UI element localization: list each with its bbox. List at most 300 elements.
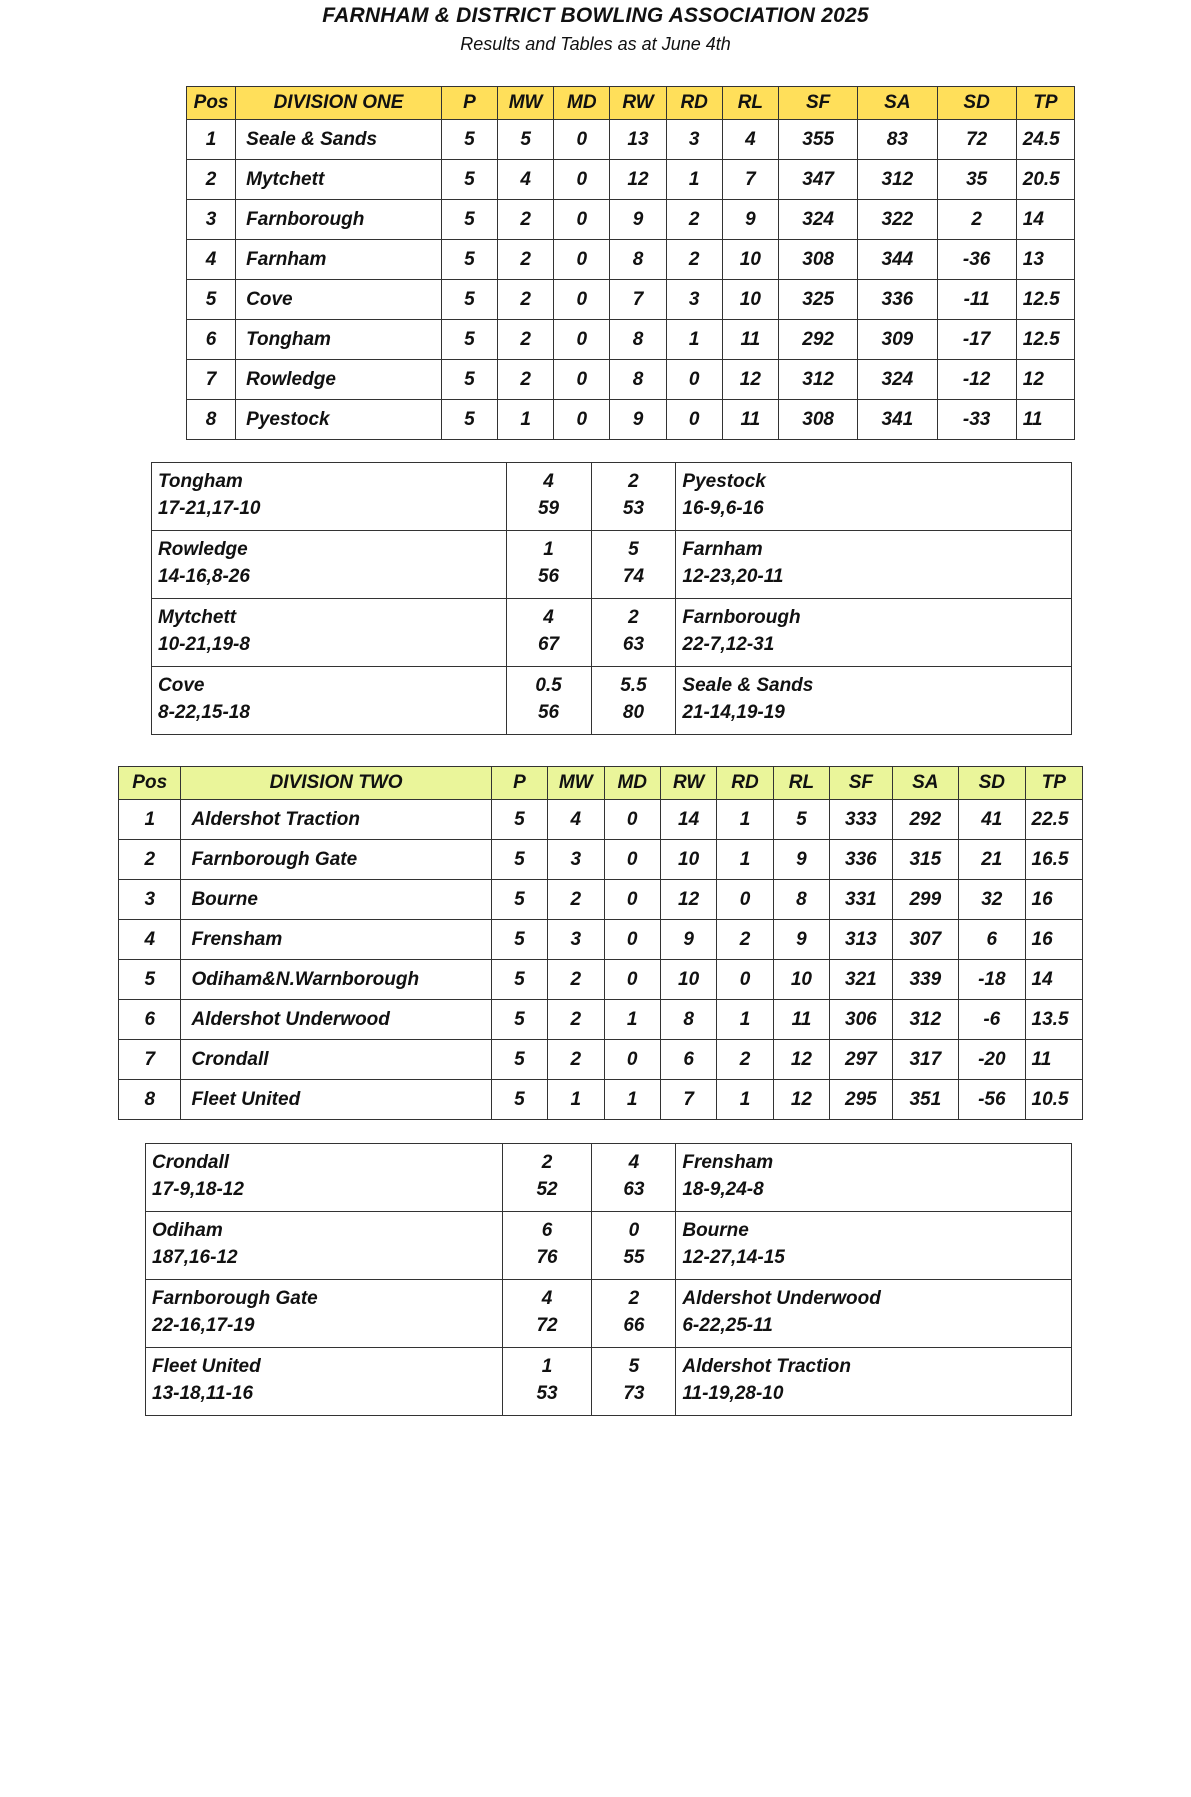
table-cell: 347 — [778, 160, 857, 200]
table-cell: 325 — [778, 280, 857, 320]
team-name: Mytchett — [236, 160, 442, 200]
column-header: RW — [660, 767, 716, 800]
table-cell: 2 — [119, 840, 181, 880]
table-cell: 309 — [858, 320, 937, 360]
table-cell: 12 — [773, 1040, 829, 1080]
away-points-cell — [591, 531, 676, 599]
table-cell: 10 — [722, 240, 778, 280]
away-team-name: Farnborough — [682, 607, 801, 628]
table-cell: 5 — [441, 160, 497, 200]
away-points: 5.5 — [620, 675, 647, 696]
table-cell: 0 — [604, 1040, 660, 1080]
home-team-name: Cove — [158, 675, 205, 696]
team-name: Cove — [236, 280, 442, 320]
table-cell: 2 — [548, 1040, 604, 1080]
table-cell: 312 — [892, 1000, 958, 1040]
home-points: 4 — [543, 471, 554, 492]
home-team-name: Crondall — [152, 1152, 230, 1173]
table-cell: 5 — [441, 320, 497, 360]
table-cell: 351 — [892, 1080, 958, 1120]
table-row — [187, 280, 1075, 320]
team-name: Farnborough Gate — [181, 840, 491, 880]
table-cell: 5 — [441, 280, 497, 320]
result-row — [152, 599, 1072, 667]
table-cell: 5 — [773, 800, 829, 840]
table-cell: 5 — [441, 400, 497, 440]
home-points: 1 — [541, 1356, 553, 1377]
table-cell: 1 — [498, 400, 554, 440]
table-row — [119, 920, 1083, 960]
away-team-name: Bourne — [682, 1220, 749, 1241]
home-rink-scores: 187,16-12 — [152, 1247, 238, 1268]
table-cell: 10 — [722, 280, 778, 320]
table-cell: 3 — [119, 880, 181, 920]
table-cell: 0 — [554, 320, 610, 360]
table-cell: 10 — [660, 840, 716, 880]
table-cell: 1 — [119, 800, 181, 840]
away-team-name: Aldershot Traction — [682, 1356, 851, 1377]
column-header: RD — [717, 767, 773, 800]
table-cell: 5 — [491, 840, 547, 880]
table-cell: 324 — [778, 200, 857, 240]
column-header: MD — [554, 87, 610, 120]
table-cell: 11 — [722, 400, 778, 440]
division-two-header-row — [119, 767, 1083, 800]
away-team-cell — [676, 1144, 1072, 1212]
away-points: 2 — [628, 471, 639, 492]
table-cell: 16 — [1025, 920, 1082, 960]
home-points-cell — [502, 1212, 592, 1280]
table-cell: 7 — [722, 160, 778, 200]
home-team-cell — [152, 667, 507, 735]
table-cell: 1 — [604, 1000, 660, 1040]
table-cell: 5 — [441, 200, 497, 240]
away-points: 0 — [628, 1220, 640, 1241]
team-name: Pyestock — [236, 400, 442, 440]
home-points-cell — [502, 1280, 592, 1348]
table-cell: 336 — [830, 840, 892, 880]
document-title: FARNHAM & DISTRICT BOWLING ASSOCIATION 2025 — [322, 4, 869, 27]
table-cell: 2 — [666, 200, 722, 240]
home-shots-total: 52 — [536, 1179, 558, 1200]
table-cell: -17 — [937, 320, 1016, 360]
table-cell: -18 — [959, 960, 1025, 1000]
table-cell: 3 — [187, 200, 236, 240]
table-cell: 5 — [441, 240, 497, 280]
away-shots-total: 73 — [623, 1383, 645, 1404]
table-cell: 14 — [660, 800, 716, 840]
away-rink-scores: 21-14,19-19 — [682, 702, 785, 723]
division-one-results — [151, 462, 1072, 735]
table-cell: 292 — [778, 320, 857, 360]
home-team-cell — [152, 463, 507, 531]
table-cell: 22.5 — [1025, 800, 1082, 840]
home-rink-scores: 22-16,17-19 — [152, 1315, 255, 1336]
table-cell: 5 — [491, 800, 547, 840]
table-cell: 5 — [187, 280, 236, 320]
away-team-name: Frensham — [682, 1152, 774, 1173]
table-cell: 12.5 — [1016, 320, 1074, 360]
table-cell: 5 — [491, 920, 547, 960]
home-team-name: Fleet United — [152, 1356, 261, 1377]
table-row — [187, 400, 1075, 440]
table-cell: 333 — [830, 800, 892, 840]
table-cell: 5 — [491, 1040, 547, 1080]
team-name: Tongham — [236, 320, 442, 360]
table-cell: 8 — [660, 1000, 716, 1040]
team-name: Seale & Sands — [236, 120, 442, 160]
table-cell: 12 — [660, 880, 716, 920]
away-points-cell — [591, 599, 676, 667]
table-cell: 1 — [187, 120, 236, 160]
table-cell: 1 — [717, 800, 773, 840]
table-cell: 13 — [1016, 240, 1074, 280]
home-points: 4 — [543, 607, 554, 628]
home-points-cell — [506, 463, 591, 531]
table-cell: 14 — [1025, 960, 1082, 1000]
away-team-name: Aldershot Underwood — [682, 1288, 881, 1309]
away-team-cell — [676, 667, 1072, 735]
table-cell: 308 — [778, 400, 857, 440]
column-header: P — [491, 767, 547, 800]
table-cell: 307 — [892, 920, 958, 960]
table-cell: 8 — [773, 880, 829, 920]
table-cell: 0 — [604, 880, 660, 920]
table-cell: 12 — [773, 1080, 829, 1120]
table-cell: 2 — [498, 320, 554, 360]
table-cell: 72 — [937, 120, 1016, 160]
table-cell: 3 — [548, 840, 604, 880]
away-shots-total: 63 — [623, 1179, 645, 1200]
team-name: Farnborough — [236, 200, 442, 240]
table-cell: 0 — [604, 960, 660, 1000]
home-shots-total: 53 — [536, 1383, 558, 1404]
table-cell: 9 — [610, 400, 666, 440]
table-cell: 0 — [604, 840, 660, 880]
table-cell: 1 — [717, 1080, 773, 1120]
away-team-name: Pyestock — [682, 471, 766, 492]
table-cell: -11 — [937, 280, 1016, 320]
home-points: 6 — [541, 1220, 553, 1241]
column-header: TP — [1025, 767, 1082, 800]
table-cell: 41 — [959, 800, 1025, 840]
home-rink-scores: 8-22,15-18 — [158, 702, 250, 723]
home-team-cell — [146, 1212, 503, 1280]
table-cell: 355 — [778, 120, 857, 160]
table-row — [119, 800, 1083, 840]
table-cell: 7 — [660, 1080, 716, 1120]
table-cell: 297 — [830, 1040, 892, 1080]
table-row — [187, 320, 1075, 360]
home-team-name: Tongham — [158, 471, 243, 492]
away-team-cell — [676, 531, 1072, 599]
table-row — [119, 840, 1083, 880]
away-team-cell — [676, 599, 1072, 667]
table-cell: 0 — [554, 400, 610, 440]
table-cell: 11 — [1025, 1040, 1082, 1080]
table-cell: 2 — [666, 240, 722, 280]
table-cell: 2 — [498, 280, 554, 320]
away-rink-scores: 16-9,6-16 — [682, 498, 764, 519]
away-team-cell — [676, 1280, 1072, 1348]
home-team-cell — [152, 599, 507, 667]
table-cell: 8 — [610, 360, 666, 400]
table-cell: 3 — [666, 280, 722, 320]
table-cell: -12 — [937, 360, 1016, 400]
team-name: Odiham&N.Warnborough — [181, 960, 491, 1000]
column-header: RL — [773, 767, 829, 800]
team-name: Rowledge — [236, 360, 442, 400]
table-cell: 13 — [610, 120, 666, 160]
table-cell: 32 — [959, 880, 1025, 920]
home-rink-scores: 17-21,17-10 — [158, 498, 261, 519]
away-team-cell — [676, 1212, 1072, 1280]
table-cell: 8 — [119, 1080, 181, 1120]
result-row — [152, 667, 1072, 735]
team-name: Farnham — [236, 240, 442, 280]
table-cell: 339 — [892, 960, 958, 1000]
away-shots-total: 66 — [623, 1315, 645, 1336]
column-header: SF — [830, 767, 892, 800]
table-cell: 331 — [830, 880, 892, 920]
home-points-cell — [506, 531, 591, 599]
table-cell: 7 — [119, 1040, 181, 1080]
table-cell: 0 — [717, 960, 773, 1000]
table-cell: 5 — [441, 360, 497, 400]
table-cell: 5 — [441, 120, 497, 160]
table-cell: 11 — [773, 1000, 829, 1040]
away-rink-scores: 22-7,12-31 — [682, 634, 775, 655]
column-header: RL — [722, 87, 778, 120]
home-points-cell — [506, 667, 591, 735]
home-rink-scores: 13-18,11-16 — [152, 1383, 254, 1404]
column-header: SA — [858, 87, 937, 120]
column-header: SD — [937, 87, 1016, 120]
away-points-cell — [591, 463, 676, 531]
home-rink-scores: 14-16,8-26 — [158, 566, 250, 587]
table-cell: 35 — [937, 160, 1016, 200]
table-cell: 0 — [554, 120, 610, 160]
table-cell: 8 — [187, 400, 236, 440]
table-cell: -36 — [937, 240, 1016, 280]
result-row — [152, 531, 1072, 599]
table-cell: 9 — [773, 920, 829, 960]
table-cell: 5 — [491, 880, 547, 920]
division-one-header-row — [187, 87, 1075, 120]
table-cell: 0 — [554, 160, 610, 200]
table-cell: 312 — [858, 160, 937, 200]
table-cell: 4 — [119, 920, 181, 960]
table-cell: 315 — [892, 840, 958, 880]
table-cell: -33 — [937, 400, 1016, 440]
table-cell: 1 — [548, 1080, 604, 1120]
table-cell: 5 — [119, 960, 181, 1000]
table-cell: 16 — [1025, 880, 1082, 920]
home-shots-total: 59 — [537, 498, 560, 519]
document-subtitle: Results and Tables as at June 4th — [460, 34, 731, 54]
division-two-results — [145, 1143, 1072, 1416]
table-cell: 336 — [858, 280, 937, 320]
table-cell: 322 — [858, 200, 937, 240]
table-row — [119, 880, 1083, 920]
home-shots-total: 56 — [537, 566, 560, 587]
table-cell: 6 — [660, 1040, 716, 1080]
home-team-name: Rowledge — [158, 539, 248, 560]
column-header: TP — [1016, 87, 1074, 120]
table-cell: 13.5 — [1025, 1000, 1082, 1040]
away-shots-total: 53 — [622, 498, 645, 519]
table-cell: 2 — [548, 880, 604, 920]
table-cell: 11 — [1016, 400, 1074, 440]
home-points-cell — [506, 599, 591, 667]
team-name: Crondall — [181, 1040, 491, 1080]
home-shots-total: 76 — [536, 1247, 558, 1268]
table-cell: 8 — [610, 320, 666, 360]
table-cell: 1 — [717, 840, 773, 880]
away-rink-scores: 18-9,24-8 — [682, 1179, 764, 1200]
table-cell: 24.5 — [1016, 120, 1074, 160]
away-rink-scores: 11-19,28-10 — [682, 1383, 784, 1404]
column-header: DIVISION ONE — [236, 87, 442, 120]
table-cell: 5 — [491, 1000, 547, 1040]
away-points-cell — [592, 1280, 676, 1348]
table-row — [187, 240, 1075, 280]
table-cell: 2 — [498, 360, 554, 400]
team-name: Aldershot Traction — [181, 800, 491, 840]
table-cell: 12 — [610, 160, 666, 200]
home-team-name: Farnborough Gate — [152, 1288, 318, 1309]
home-points: 4 — [541, 1288, 553, 1309]
table-cell: 321 — [830, 960, 892, 1000]
table-cell: 2 — [548, 1000, 604, 1040]
away-rink-scores: 12-23,20-11 — [682, 566, 784, 587]
away-shots-total: 74 — [622, 566, 645, 587]
table-cell: 317 — [892, 1040, 958, 1080]
table-cell: 0 — [666, 400, 722, 440]
table-cell: 1 — [717, 1000, 773, 1040]
column-header: MW — [548, 767, 604, 800]
home-team-cell — [146, 1348, 503, 1416]
table-row — [119, 1080, 1083, 1120]
table-row — [187, 120, 1075, 160]
table-cell: 6 — [959, 920, 1025, 960]
home-shots-total: 72 — [536, 1315, 558, 1336]
result-row — [146, 1144, 1072, 1212]
table-cell: 3 — [666, 120, 722, 160]
away-rink-scores: 6-22,25-11 — [682, 1315, 773, 1336]
table-cell: 299 — [892, 880, 958, 920]
column-header: Pos — [119, 767, 181, 800]
result-row — [146, 1348, 1072, 1416]
home-team-name: Mytchett — [158, 607, 237, 628]
table-cell: 21 — [959, 840, 1025, 880]
away-points: 5 — [628, 1356, 640, 1377]
table-row — [187, 200, 1075, 240]
table-row — [187, 360, 1075, 400]
table-cell: 341 — [858, 400, 937, 440]
table-cell: 312 — [778, 360, 857, 400]
away-shots-total: 80 — [622, 702, 645, 723]
table-cell: 16.5 — [1025, 840, 1082, 880]
table-cell: 20.5 — [1016, 160, 1074, 200]
division-one-table — [186, 86, 1075, 440]
table-cell: 9 — [773, 840, 829, 880]
table-cell: 1 — [666, 320, 722, 360]
table-cell: 14 — [1016, 200, 1074, 240]
away-team-cell — [676, 1348, 1072, 1416]
table-cell: 306 — [830, 1000, 892, 1040]
result-row — [146, 1212, 1072, 1280]
home-points-cell — [502, 1348, 592, 1416]
away-team-name: Seale & Sands — [682, 675, 814, 696]
table-cell: 7 — [187, 360, 236, 400]
team-name: Frensham — [181, 920, 491, 960]
table-cell: 5 — [491, 1080, 547, 1120]
table-cell: 4 — [187, 240, 236, 280]
home-points: 2 — [541, 1152, 553, 1173]
away-shots-total: 63 — [622, 634, 645, 655]
home-team-cell — [146, 1280, 503, 1348]
result-row — [152, 463, 1072, 531]
away-shots-total: 55 — [623, 1247, 645, 1268]
table-cell: 83 — [858, 120, 937, 160]
home-points: 1 — [543, 539, 554, 560]
home-points: 0.5 — [535, 675, 562, 696]
away-team-name: Farnham — [682, 539, 763, 560]
column-header: RD — [666, 87, 722, 120]
table-cell: -20 — [959, 1040, 1025, 1080]
table-row — [119, 960, 1083, 1000]
table-cell: 9 — [660, 920, 716, 960]
home-rink-scores: 10-21,19-8 — [158, 634, 250, 655]
table-cell: 0 — [554, 360, 610, 400]
table-cell: 12 — [1016, 360, 1074, 400]
column-header: Pos — [187, 87, 236, 120]
table-cell: 12 — [722, 360, 778, 400]
table-cell: 6 — [119, 1000, 181, 1040]
table-cell: -56 — [959, 1080, 1025, 1120]
away-points: 2 — [628, 1288, 640, 1309]
table-cell: 0 — [604, 920, 660, 960]
table-row — [119, 1000, 1083, 1040]
column-header: MD — [604, 767, 660, 800]
table-cell: -6 — [959, 1000, 1025, 1040]
away-points-cell — [592, 1212, 676, 1280]
column-header: P — [441, 87, 497, 120]
away-points: 5 — [628, 539, 639, 560]
table-cell: 0 — [554, 240, 610, 280]
column-header: MW — [498, 87, 554, 120]
column-header: SD — [959, 767, 1025, 800]
table-cell: 2 — [498, 240, 554, 280]
table-cell: 1 — [666, 160, 722, 200]
table-cell: 10 — [660, 960, 716, 1000]
table-cell: 2 — [498, 200, 554, 240]
home-team-cell — [152, 531, 507, 599]
away-points-cell — [592, 1144, 676, 1212]
team-name: Fleet United — [181, 1080, 491, 1120]
table-cell: 12.5 — [1016, 280, 1074, 320]
table-cell: 0 — [604, 800, 660, 840]
table-cell: 2 — [187, 160, 236, 200]
table-cell: 5 — [491, 960, 547, 1000]
table-cell: 3 — [548, 920, 604, 960]
table-cell: 6 — [187, 320, 236, 360]
column-header: RW — [610, 87, 666, 120]
column-header: SF — [778, 87, 857, 120]
away-points: 2 — [628, 607, 639, 628]
home-rink-scores: 17-9,18-12 — [152, 1179, 244, 1200]
